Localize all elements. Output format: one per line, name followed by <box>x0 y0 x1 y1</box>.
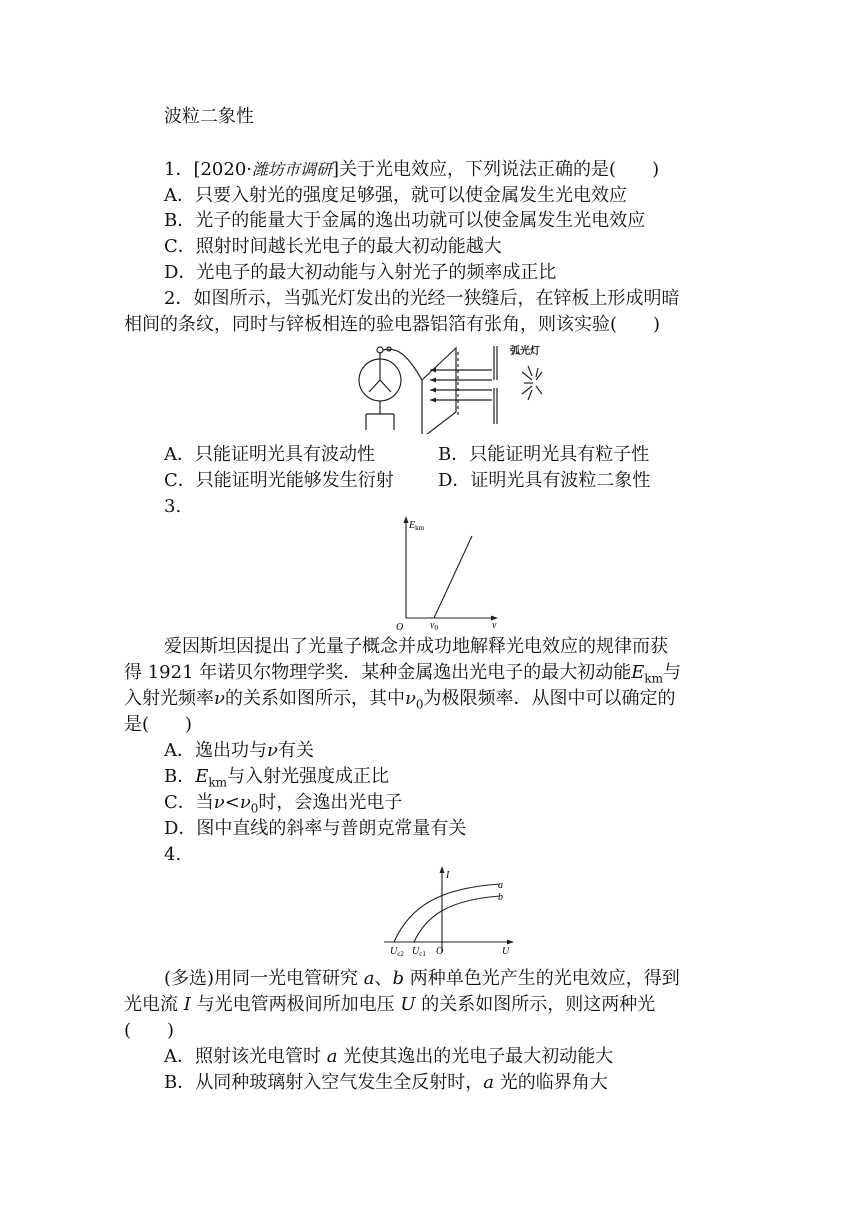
q4-uc1-label: $U_{c1}$ <box>412 946 426 958</box>
q2-option-b: B．只能证明光具有粒子性 <box>438 444 650 465</box>
q4-option-a: A．照射该光电管时 a 光使其逸出的光电子最大初动能大 <box>164 1046 614 1067</box>
q2-lamp-label: 弧光灯 <box>510 346 540 357</box>
q3-option-c: C．当$\nu<\nu_0$时，会逸出光电子 <box>164 792 403 816</box>
q3-stem-line1: 爱因斯坦因提出了光量子概念并成功地解释光电效应的规律而获 <box>164 636 668 657</box>
q3-option-b: B．$E_{km}$与入射光强度成正比 <box>164 766 390 790</box>
q3-stem-line2: 得 1921 年诺贝尔物理学奖．某种金属逸出光电子的最大初动能$E_{km}$与 <box>124 662 682 686</box>
q4-stem-line1: (多选)用同一光电管研究 a、b 两种单色光产生的光电效应，得到 <box>164 968 680 989</box>
q3-graph <box>392 514 502 632</box>
section-title: 波粒二象性 <box>164 106 254 127</box>
q2-stem-line1: 2．如图所示，当弧光灯发出的光经一狭缝后，在锌板上形成明暗 <box>164 288 680 309</box>
q4-option-b: B．从同种玻璃射入空气发生全反射时，a 光的临界角大 <box>164 1072 608 1093</box>
q4-origin: O <box>436 946 444 957</box>
q3-option-d: D．图中直线的斜率与普朗克常量有关 <box>164 818 467 839</box>
q3-option-a: A．逸出功与ν有关 <box>164 740 314 761</box>
q4-graph <box>380 866 516 958</box>
q2-stem-line2: 相间的条纹，同时与锌板相连的验电器铝箔有张角，则该实验( ) <box>124 314 661 335</box>
q1-source: 潍坊市调研 <box>252 160 333 179</box>
q1-option-d: D．光电子的最大初动能与入射光子的频率成正比 <box>164 262 557 283</box>
q4-curve-a-label: a <box>498 880 503 891</box>
q3-origin: O <box>396 622 404 632</box>
q3-stem-line3: 入射光频率ν的关系如图所示，其中$\nu_0$为极限频率．从图中可以确定的 <box>124 688 676 712</box>
q1-option-c: C．照射时间越长光电子的最大初动能越大 <box>164 236 502 257</box>
q4-stem-line3: ( ) <box>124 1020 175 1041</box>
q1-stem: 1．[2020·潍坊市调研]关于光电效应，下列说法正确的是( ) <box>164 159 660 180</box>
q2-option-d: D．证明光具有波粒二象性 <box>438 470 651 491</box>
q3-stem-line4: 是( ) <box>124 714 193 735</box>
q4-uc2-label: $U_{c2}$ <box>390 946 404 958</box>
q4-stem-line2: 光电流 I 与光电管两极间所加电压 U 的关系如图所示，则这两种光 <box>124 994 656 1015</box>
q4-axis-x-label: U <box>502 946 510 957</box>
q2-option-a: A．只能证明光具有波动性 <box>164 444 375 465</box>
q3-nu0-label: $\nu_0$ <box>430 620 438 632</box>
q3-axis-x-label: ν <box>492 620 497 631</box>
q3-number: 3. <box>164 496 182 517</box>
q2-option-c: C．只能证明光能够发生衍射 <box>164 470 394 491</box>
q2-experiment-figure <box>356 342 586 434</box>
q4-curve-b-label: b <box>498 892 503 903</box>
q4-axis-y-label: I <box>446 870 450 881</box>
q3-axis-y-label: $E_{km}$ <box>409 520 425 532</box>
q4-number: 4. <box>164 844 182 865</box>
q1-option-b: B．光子的能量大于金属的逸出功就可以使金属发生光电效应 <box>164 210 646 231</box>
q1-option-a: A．只要入射光的强度足够强，就可以使金属发生光电效应 <box>164 185 627 206</box>
